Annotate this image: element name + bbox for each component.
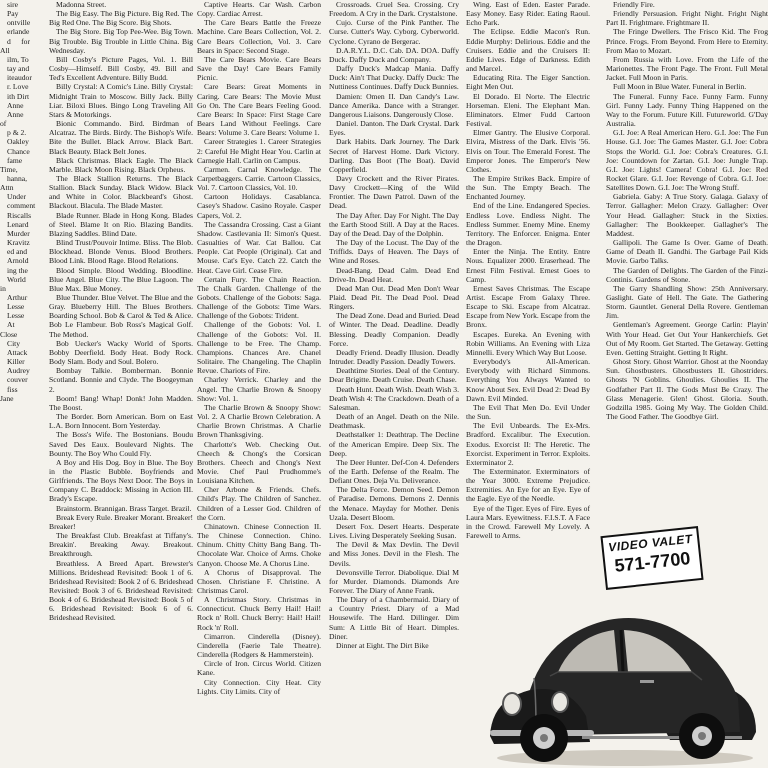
column-paragraph: Dark Habits. Dark Journey. The Dark Secret of Harvest Home. Dark Victory. Darling. Das Boot (The Boat). David Copperfield. <box>329 137 459 174</box>
column-paragraph: City Connection. City Heat. City Lights. City Limits. City of <box>197 677 321 696</box>
column-paragraph: City <box>7 338 21 348</box>
column-paragraph: Attack <box>7 347 28 357</box>
column-paragraph: The Border. Born American. Born on East L.A. Born Innocent. Born Yesterday. <box>49 412 193 431</box>
column-paragraph: End of the Line. Endangered Species. Endless Love. Endless Night. The Endless Summer. Enemy Mine. Enemy Territory. The Enforcer. Enigma. Enter the Dragon. <box>466 201 590 248</box>
column-paragraph: G.I. Joe: A Real American Hero. G.I. Joe: The Fun House. G.I. Joe: The Games Master. G.I. Joe: Cobra Stops the World. G.I. Joe: Cobra's Creatures. G.I. Joe: Countdown for Zartan. G.I. Joe: Jungle Trap. G.I. Joe: Lights! Camera! Cobra! G.I. Joe: Red Rocket Glare. G.I. Joe: Revenge of Cobra. G.I. Joe: Satellites Down. G.I. Joe: The Wrong Stuff. <box>606 128 768 193</box>
column-paragraph: ilm, To <box>7 54 29 64</box>
column-paragraph: Riscalls <box>7 210 32 220</box>
column-paragraph: The Care Bears Movie. Care Bears Save the Day! Care Bears Family Picnic. <box>197 54 321 83</box>
column-paragraph: ontville <box>7 18 31 28</box>
column-paragraph: The Evil Unbeards. The Ex-Mrs. Bradford. Excalibur. The Execution. Exodus. Exorcist II: The Heretic. The Exorcist. Experiment in Terror. Exploits. Exterminator 2. <box>466 421 590 467</box>
column-paragraph: Chance <box>7 146 30 156</box>
column-paragraph: Educating Rita. The Eiger Sanction. Eight Men Out. <box>466 73 590 92</box>
column-paragraph: Friendly Fire. <box>613 0 655 9</box>
column-paragraph: The Fringe Dwellers. The Frisco Kid. The Frog Prince. Frogs. From Beyond. From Here to Eternity. From Mao to Mozart. <box>606 27 768 55</box>
column-paragraph: Certain Fury. The Chain Reaction. The Chalk Garden. Challenge of the Gobots. Challenge of the Gobots: Saga. Challenge of the Gobots: Time Wars. Challenge of the Gobots: Trident. <box>197 274 321 321</box>
column-paragraph: Billy Crystal: A Comic's Line. Billy Crystal: Midnight Train to Moscow. Billy Jack. Billy Liar. Biloxi Blues. Bingo Long Traveling All Stars & Motorkings. <box>49 82 193 119</box>
text-column-2 <box>49 0 193 768</box>
column-paragraph: Killer <box>7 357 25 367</box>
column-paragraph: Daniel. Danton. The Dark Crystal. Dark Eyes. <box>329 119 459 138</box>
column-paragraph: A Christmas Story. Christmas in Connecticut. Chuck Berry Hail! Hail! Rock n' Roll. Chuck Berry: Hail! Hail! Rock 'n' Roll. <box>197 595 321 632</box>
column-paragraph: Bombay Talkie. Bomberman. Bonnie Scotland. Bonnie and Clyde. The Boogeyman 2. <box>49 366 193 394</box>
column-paragraph: Desert Fox. Desert Hearts. Desperate Lives. Living Desperately Seeking Susan. <box>329 521 459 541</box>
column-paragraph: fiss Jane <box>0 384 18 403</box>
ad-sign-name: VIDEO VALET <box>607 531 694 555</box>
column-paragraph: Deathstalker 1: Deathtrap. The Decline of the American Empire. Deep Six. The Deep. <box>329 430 459 458</box>
column-paragraph: hanna, Attn <box>0 173 28 193</box>
column-paragraph: Under <box>7 192 26 202</box>
column-paragraph: The Dead Zone. Dead and Buried. Dead of Winter. The Dead. Deadline. Deadly Blessing. Deadly Companion. Deadly Force. <box>329 311 459 348</box>
column-paragraph: The Eclipse. Eddie Macon's Run. Eddie Murphy: Delirious. Eddie and the Cruisers. Eddie and the Cruisers II: Eddie Lives. Edge of Darkness. Edith and Marcel. <box>466 27 590 74</box>
text-column-4 <box>329 0 459 768</box>
column-paragraph: Death of an Angel. Death on the Nile. Deathmask. <box>329 412 459 431</box>
column-paragraph: Devonsville Terror. Diabolique. Dial M for Murder. Diamonds. Diamonds Are Forever. The Diary of Anne Frank. <box>329 567 459 595</box>
column-paragraph: Davy Crockett and the River Pirates. Davy Crockett—King of the Wild Frontier. The Dawn Patrol. Dawn of the Dead. <box>329 173 459 211</box>
column-paragraph: sire <box>7 0 18 9</box>
column-paragraph: d for All <box>0 36 30 55</box>
column-paragraph: Madonna Street. <box>56 0 107 9</box>
column-paragraph: Career Strategies 1. Career Strategies 2: Careful He Might Hear You. Carlin at Carnegie Hall. Carlin on Campus. <box>197 137 321 165</box>
column-paragraph: Oakley <box>7 137 29 147</box>
column-paragraph: erlande <box>7 27 30 37</box>
column-paragraph: Blood Simple. Blood Wedding. Bloodline. Blue Angel. Blue City. The Blue Lagoon. The Blue Max. Blue Money. <box>49 265 193 293</box>
column-paragraph: p & 2. <box>7 128 27 138</box>
column-paragraph: Charlotte's Web. Checking Out. Cheech & Chong's the Corsican Brothers. Cheech and Chong's Next Movie. Chef Paul Prudhomme's Louisiana Kitchen. <box>197 439 321 486</box>
column-paragraph: The Charlie Brown & Snoopy Show: Vol. 2. A Charlie Brown Celebration. A Charlie Brown Christmas. A Charlie Brown Thanksgiving. <box>197 402 321 440</box>
column-paragraph: Dead-Bang. Dead Calm. Dead End Drive-In. Dead Heat. <box>329 265 459 284</box>
column-paragraph: Boom! Bang! Whap! Donk! John Madden. The Boost. <box>49 393 193 412</box>
column-paragraph: Enter the Ninja. The Entity. Entre Nous. Equalizer 2000. Eraserhead. The Ernest Film Festival. Ernest Goes to Camp. <box>466 247 590 284</box>
column-paragraph: Daffy Duck's Madcap Mania. Daffy Duck: Ain't That Ducky. Daffy Duck: The Nuttiness Continues. Daffy Duck Bunnies. <box>329 64 459 92</box>
column-paragraph: Blind Trust/Pouvoir Intime. Bliss. The Blob. Blockhead. Blonde Venus. Blood Brothers. Blood Link. Blood Rage. Blood Relations. <box>49 238 193 266</box>
text-column-1 <box>0 0 36 768</box>
column-paragraph: Audrey <box>7 366 30 376</box>
column-paragraph: Ghost Story. Ghost Warrior. Ghost at the Noonday Sun. Ghostbusters. Ghostbusters II. Ghostriders. Ghosts 'N Goblins. Ghoulies. Ghoulies II. The Godfather Part II. The Gods Must Be Crazy. The Glass Menagerie. Glen! Ghost. Gloria. South. Godzilla 1985. Going My Way. The Golden Child. The Good Father. The Goodbye Girl. <box>606 357 768 422</box>
column-paragraph: The Funeral. Funny Face. Funny Farm. Funny Girl. Funny Lady. Funny Thing Happened on the Way to the Forum. Future Kill. Futureworld. G'Day Australia. <box>606 91 768 129</box>
column-paragraph: Gabriela. Gaby: A True Story. Galaga. Galaxy of Terror. Gallagher: Melon Crazy. Gallagher: Over Your Head. Gallagher: Stuck in the Sixties. Gallagher: The Bookkeeper. Gallagher's The Maddest. <box>606 192 768 238</box>
column-paragraph: Chinatown. Chinese Connection II. The Chinese Connection. Chino. Chinum. Chitty Chitty Bang Bang. Th- Chocolate War. Choice of Arms. Choke Canyon. Choose Me. A Chorus Line. <box>197 521 321 568</box>
column-paragraph: Blade Runner. Blade in Hong Kong. Blades of Steel. Blame It on Rio. Blazing Bandits. Blazing Saddles. Blind Date. <box>49 210 193 238</box>
column-paragraph: Full Moon in Blue Water. Funeral in Berlin. <box>613 82 747 92</box>
column-paragraph: r. Love <box>7 82 29 92</box>
column-paragraph: ith Dirt <box>7 91 30 101</box>
column-paragraph: A Boy and His Dog. Boy in Blue. The Boy in the Plastic Bubble. Boyfriends and Girlfriends. The Boys Next Door. The Boys in Company C. Braddock: Missing in Action III. Brady's Escape. <box>49 457 193 504</box>
column-paragraph: Lesse <box>7 302 25 312</box>
column-paragraph: The Delta Force. Demon Seed. Demon of Paradise. Demons. Demons 2. Dennis the Menace. Mayday for Mother. Denis Uzala. Desert Bloom. <box>329 485 459 522</box>
column-paragraph: couver <box>7 375 28 385</box>
column-paragraph: Captive Hearts. Car Wash. Carbon Copy. Cardiac Arrest. <box>197 0 321 19</box>
column-paragraph: Anne <box>7 100 24 110</box>
column-paragraph: Breathless. A Breed Apart. Brewster's Millions. Brideshead Revisited: Book 1 of 6. Brideshead Revisited: Book 2 of 6. Brideshead Revisited: Book 3 of 6. Brideshead Revisited: Book 4 of 6. Brideshead Revisited: Book 5 of 6. Brideshead Revisited: Book 6 of 6. Brideshead Revisited. <box>49 558 193 623</box>
text-column-3 <box>197 0 321 768</box>
column-paragraph: The Garry Shandling Show: 25th Anniversary. Gaslight. Gate of Hell. The Gate. The Gathering Storm. Gauntlet. General Della Rovere. Gentleman Jim. <box>606 283 768 321</box>
column-paragraph: Pay <box>7 9 19 19</box>
car-icon <box>490 580 760 768</box>
column-paragraph: Arthur <box>7 293 28 302</box>
column-paragraph: Cimarron. Cinderella (Disney). Cinderella (Faerie Tale Theatre). Cinderella (Rodgers & Hammerstein). <box>197 631 321 660</box>
column-paragraph: Kravitz <box>7 238 30 248</box>
column-paragraph: Black Christmas. Black Eagle. The Black Marble. Black Moon Rising. Black Orpheus. <box>49 155 193 174</box>
column-paragraph: Friendly Persuasion. Fright Night. Fright Night Part II. Frightmare. Frightmare II. <box>606 9 768 28</box>
column-paragraph: Blue Thunder. Blue Velvet. The Blue and the Gray. Blueberry Hill. The Blues Brothers. Boarding School. Bob & Carol & Ted & Alice. Bob Le Flambeur. Bob Ross's Magical Golf. The Method. <box>49 293 193 339</box>
column-paragraph: Crossroads. Cruel Sea. Crossing. Cry Freedom. A Cry in the Dark. Crystalstone. <box>329 0 459 19</box>
column-paragraph: Everybody's All-American. Everybody with Richard Simmons. Everything You Always Wanted to Know About Sex. Evil Dead 2: Dead By Dawn. Evil Minded. <box>466 357 590 403</box>
column-paragraph: Death Hunt. Death Wish. Death Wish 3. Death Wish 4: The Crackdown. Death of a Salesman. <box>329 384 459 412</box>
column-paragraph: Dinner at Eight. The Dirt Bike <box>336 640 429 650</box>
ad-sign-phone: 571-7700 <box>613 548 692 576</box>
column-paragraph: The Black Stallion Returns. The Black Stallion. Black Sunday. Black Widow. Black and White in Color. Blackbeard's Ghost. Blackout. Blacula. The Blade Master. <box>49 173 193 211</box>
column-paragraph: At Close <box>0 320 18 339</box>
column-paragraph: Dead Man Out. Dead Men Don't Wear Plaid. Dead Pit. The Dead Pool. Dead Ringers. <box>329 283 459 312</box>
column-paragraph: Arnold <box>7 256 29 266</box>
column-paragraph: A Chorus of Disapproval. The Chosen. Christiane F. Christine. A Christmas Carol. <box>197 567 321 595</box>
column-paragraph: Bob Uecker's Wacky World of Sports. Bobby Deerfield. Body Heat. Body Rock. Body Slam. Body and Soul. Bolero. <box>49 338 193 367</box>
column-paragraph: The Care Bears Battle the Freeze Machine. Care Bears Collection, Vol. 2. Care Bears Collection, Vol. 3. Care Bears in Space: Second Stage. <box>197 18 321 55</box>
column-paragraph: From Russia with Love. From the Life of the Marionettes. The Front Page. The Front. Full Metal Jacket. Full Moon in Paris. <box>606 54 768 83</box>
column-paragraph: Escapes. Eureka. An Evening with Robin Williams. An Evening with Liza Minnelli. Every Which Way But Loose. <box>466 329 590 357</box>
column-paragraph: Elmer Gantry. The Elusive Corporal. Elvira, Mistress of the Dark. Elvis '56. Elvis on Tour. The Emerald Forest. The Emperor Jones. The Emperor's New Clothes. <box>466 128 590 174</box>
column-paragraph: Cujo. Curse of the Pink Panther. The Curse. Cutter's Way. Cyborg. Cyberworld. Cyclone. Cyrano de Bergerac. <box>329 18 459 46</box>
column-paragraph: Carmen. Carnal Knowledge. The Carpetbaggers. Carrie. Cartoon Classics, Vol. 7. Cartoon Classics, Vol. 10. <box>197 164 321 193</box>
column-paragraph: El Dorado. El Norte. The Electric Horseman. Eleni. The Elephant Man. Eliminators. Elmer Fudd Cartoon Festival. <box>466 91 590 129</box>
column-paragraph: The Exterminator. Exterminators of the Year 3000. Extreme Prejudice. Extremities. An Eye for an Eye. Eye of the Eagle. Eye of the Needle. <box>466 466 590 504</box>
column-paragraph: The Boss's Wife. The Bostonians. Boudu Saved Des Eaux. Boulevard Nights. The Bounty. The Boy Who Could Fly. <box>49 430 193 458</box>
column-paragraph: iteaudor <box>7 73 32 83</box>
column-paragraph: Deathtime Stories. Deal of the Century. Dear Brigitte. Death Cruise. Death Chase. <box>329 366 459 385</box>
column-paragraph: The Diary of a Chambermaid. Diary of a Country Priest. Diary of a Mad Housewife. The Hard. Dillinger. Dim Sum: A Little Bit of Heart. Dimples. Diner. <box>329 595 459 641</box>
column-paragraph: Cher Arbone & Friends. Chefs. Child's Play. The Children of Sanchez. Children of a Lesser God. Children of the Corn. <box>197 485 321 522</box>
column-paragraph: Wing. East of Eden. Easter Parade. Easy Money. Easy Rider. Eating Raoul. Echo Park. <box>466 0 590 28</box>
column-paragraph: World in <box>0 274 26 293</box>
column-paragraph: The Deer Hunter. Def-Con 4. Defenders of the Earth. Defense of the Realm. The Defiant Ones. Deja Vu. Deliverance. <box>329 457 459 486</box>
column-paragraph: Bill Cosby's Picture Pages, Vol. 1. Bill Cosby—Himself. Bill Cosby, 49. Bill and Ted's Excellent Adventure. Billy Budd. <box>49 54 193 83</box>
column-paragraph: Challenge of the Gobots: Vol. I. Challenge of the Gobots: Vol. II. Challenge to be Free. The Champ. Champions. Chances Are. Chanel Solitaire. The Changeling. The Chaplin Revue. Chariots of Fire. <box>197 320 321 376</box>
column-paragraph: fame Time, <box>0 155 23 174</box>
column-paragraph: Charley Verrick. Charley and the Angel. The Charlie Brown & Snoopy Show: Vol. 1. <box>197 375 321 403</box>
column-paragraph: Eye of the Tiger. Eyes of Fire. Eyes of Laura Mars. Eyewitness. F.I.S.T. A Face in the Crowd. Farewell My Lovely. A Farewell to Arms. <box>466 503 590 541</box>
column-paragraph: The Big Store. Big Top Pee-Wee. Big Town. Big Trouble. Big Trouble in Little China. Big Wednesday. <box>49 27 193 55</box>
column-paragraph: Brainstorm. Brannigan. Brass Target. Brazil. <box>56 503 192 513</box>
column-paragraph: The Garden of Delights. The Garden of the Finzi-Continis. Gardens of Stone. <box>606 265 768 284</box>
column-paragraph: The Cassandra Crossing. Cast a Giant Shadow. Castlevania II: Simon's Quest. Casualties of War. Cat Ballou. Cat People. Cat People (Original). Cat and Mouse. Cat's Eye. Catch 22. Catch the Heat. Cave Girl. Cease Fire. <box>197 219 321 275</box>
column-paragraph: Damien: Omen II. Dan Candy's Law. Dance Amerika. Dance with a Stranger. Dangerous Liaisons. Dangerously Close. <box>329 91 459 119</box>
column-paragraph: Lenard <box>7 219 29 229</box>
column-paragraph: D.A.R.Y.L. D.C. Cab. DA. DOA. Daffy Duck. Daffy Duck and Company. <box>329 45 459 64</box>
column-paragraph: Care Bears: Great Moments in Caring. Care Bears: The Movie Must Go On. The Care Bears Feeling Good. Care Bears: In Space: First Stage Care Bears Land Without Feelings. Care Bears: Volume 3. Care Bears: Volume 1. <box>197 82 321 138</box>
column-paragraph: The Devil & Max Devlin. The Devil and Miss Jones. Devil in the Flesh. The Devils. <box>329 540 459 568</box>
column-paragraph: ing the <box>7 265 28 275</box>
column-paragraph: The Day of the Locust. The Day of the Triffids. Days of Heaven. The Days of Wine and Roses. <box>329 238 459 266</box>
column-paragraph: Gallipoli. The Game Is Over. Game of Death. Game of Death II. Gandhi. The Garbage Pail Kids Movie. Garbo Talks. <box>606 238 768 266</box>
column-paragraph: Bionic Commando. Bird. Birdman of Alcatraz. The Birds. Birdy. The Bishop's Wife. Bite the Bullet. Black Arrow. Black Bart. Black Beauty. Black Belt Jones. <box>49 119 193 156</box>
column-paragraph: Circle of Iron. Circus World. Citizen Kane. <box>197 659 321 678</box>
column-paragraph: Lesse <box>7 311 25 321</box>
column-paragraph: Ernest Saves Christmas. The Escape Artist. Escape From Galaxy Three. Escape to Ski. Escape from Alcatraz. Escape from New York. Escape from the Bronx. <box>466 283 590 330</box>
column-paragraph: Gentleman's Agreement. George Carlin: Playin' With Your Head. Get Out Your Hankerchiefs. Get Out of My Room. Get Started. The Getaway. Getting Even. Getting Straight. Getting It Right. <box>606 320 768 357</box>
column-paragraph: The Breakfast Club. Breakfast at Tiffany's. Breakin'. Breaking Away. Breakout. Breakthrough. <box>49 531 193 559</box>
column-paragraph: tay and <box>7 64 30 74</box>
column-paragraph: Break Every Rule. Breaker Morant. Breaker! Breaker! <box>49 512 193 531</box>
column-paragraph: The Empire Strikes Back. Empire of the Sun. The Empty Beach. The Enchanted Journey. <box>466 173 590 202</box>
video-valet-ad <box>490 528 760 768</box>
column-paragraph: Deadly Friend. Deadly Illusion. Deadly Intruder. Deadly Passion. Deadly Towers. <box>329 347 459 367</box>
column-paragraph: Murder <box>7 228 30 238</box>
column-paragraph: comment <box>7 201 36 211</box>
column-paragraph: Cartoon Holidays. Casablanca. Casey's Shadow. Casino Royale. Casper Capers, Vol. 2. <box>197 192 321 220</box>
column-paragraph: The Day After. Day For Night. The Day the Earth Stood Still. A Day at the Races. Day of the Dead. Day of the Dolphin. <box>329 210 459 238</box>
column-paragraph: ed and <box>7 247 28 257</box>
column-paragraph: Anne of <box>0 109 24 129</box>
column-paragraph: The Evil That Men Do. Evil Under the Sun. <box>466 402 590 422</box>
column-paragraph: The Big Easy. The Big Picture. Big Red. The Big Red One. The Big Score. Big Shots. <box>49 9 193 28</box>
